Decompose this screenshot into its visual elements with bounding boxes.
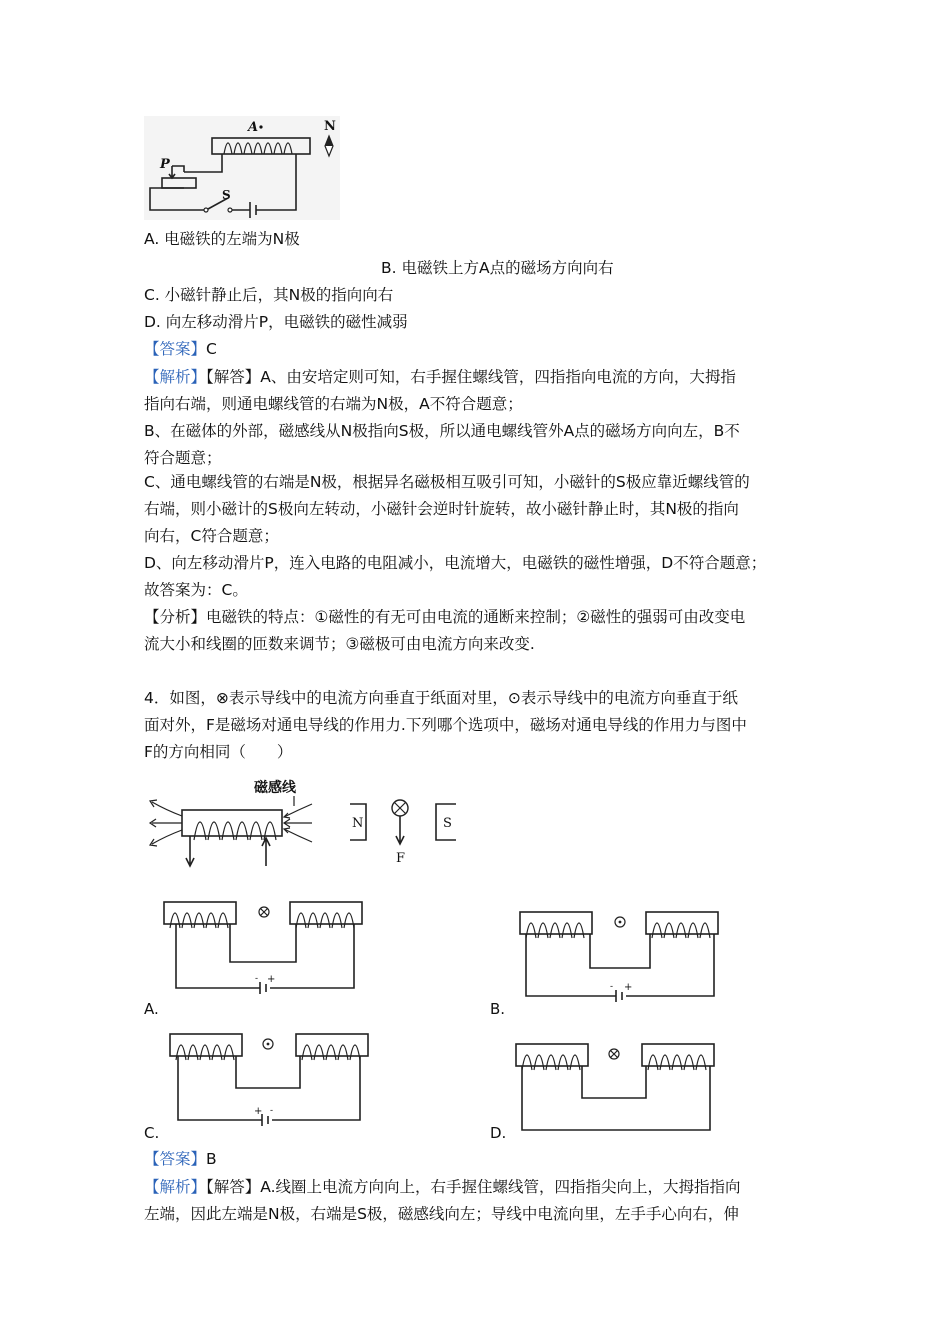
q4-analysis-text: 【解答】A.线圈上电流方向向上，右手握住螺线管，四指指尖向上，大拇指指向 — [206, 1178, 741, 1196]
q3-analysis-line-1: 指向右端，则通电螺线管的右端为N极，A不符合题意； — [144, 395, 523, 413]
q4-analysis-line-0 — [144, 1177, 741, 1197]
q4-option-C-label: C. — [144, 1124, 160, 1142]
q4-ref-current-up — [262, 838, 270, 866]
q4-C-battery — [262, 1114, 268, 1126]
q3-circuit-figure — [144, 116, 344, 220]
q4-ref-current-down — [186, 836, 194, 866]
q3-slider-P-label: P — [160, 157, 170, 172]
q4-field-lines-label: 磁感线 — [254, 780, 296, 796]
q4-ref-field-lines-right — [284, 804, 312, 842]
q4-analysis-tag: 【解析】 — [144, 1178, 207, 1196]
q4-ref-force-label: F — [396, 851, 406, 866]
q3-analysis-line-4: C、通电螺线管的右端是N极，根据异名磁极相互吸引可知，小磁针的S极应靠近螺线管的 — [144, 473, 750, 491]
q4-analysis-line-1: 左端，因此左端是N极，右端是S极，磁感线向左；导线中电流向里，左手手心向右，伸 — [144, 1205, 739, 1223]
q3-analysis-line-5: 右端，则小磁计的S极向左转动，小磁针会逆时针旋转，故小磁针静止时，其N极的指向 — [144, 500, 739, 518]
q3-analysis-text: 【解答】A、由安培定则可知，右手握住螺线管，四指指向电流的方向，大拇指 — [206, 368, 736, 386]
q4-answer-tag: 【答案】 — [144, 1150, 207, 1168]
q3-answer-value: C — [206, 340, 217, 358]
q3-option-C: C. 小磁针静止后，其N极的指向向右 — [144, 286, 394, 304]
q4-option-A-figure — [160, 896, 370, 1000]
q3-answer — [144, 339, 217, 359]
q4-ref-magnet-S-label: S — [443, 816, 452, 831]
q4-option-D-figure — [512, 1038, 722, 1138]
q3-switch-S-label: S — [222, 188, 231, 202]
q4-option-D-label: D. — [490, 1124, 507, 1142]
q3-point-A-label: A — [248, 120, 259, 135]
svg-text:-: - — [270, 1106, 274, 1116]
svg-text:-: - — [610, 982, 614, 992]
q4-stem-line-1: 面对外，F是磁场对通电导线的作用力.下列哪个选项中，磁场对通电导线的作用力与图中 — [144, 716, 747, 734]
svg-text:-: - — [255, 974, 259, 984]
q4-answer-value: B — [206, 1150, 217, 1168]
q4-B-battery — [616, 990, 622, 1002]
q4-ref-solenoid-coils — [194, 822, 276, 840]
q3-figure-background — [144, 116, 340, 220]
q3-analysis-line-8: 故答案为：C。 — [144, 581, 248, 599]
q4-option-B-figure — [516, 906, 726, 1010]
svg-text:+: + — [267, 974, 276, 985]
q3-option-A: A. 电磁铁的左端为N极 — [144, 230, 300, 248]
q4-option-C-figure — [166, 1028, 376, 1132]
q3-summary-line-0: 【分析】电磁铁的特点：①磁性的有无可由电流的通断来控制；②磁性的强弱可由改变电 — [144, 608, 746, 626]
q4-reference-figure — [144, 774, 464, 874]
q3-option-B: B. 电磁铁上方A点的磁场方向向右 — [381, 259, 614, 277]
q4-ref-magnet-N-label: N — [352, 816, 364, 831]
q3-option-D: D. 向左移动滑片P，电磁铁的磁性减弱 — [144, 313, 408, 331]
svg-text:+: + — [254, 1106, 263, 1117]
q3-analysis-line-6: 向右，C符合题意； — [144, 527, 279, 545]
q4-ref-field-lines-left — [150, 800, 182, 846]
q3-analysis-line-3: 符合题意； — [144, 449, 222, 467]
q3-point-A-dot — [259, 125, 262, 128]
q3-answer-tag: 【答案】 — [144, 340, 207, 358]
q3-analysis-line-2: B、在磁体的外部，磁感线从N极指向S极，所以通电螺线管外A点的磁场方向向左，B不 — [144, 422, 740, 440]
q4-option-A-label: A. — [144, 1000, 159, 1018]
q3-analysis-line-0 — [144, 367, 736, 387]
q4-stem-line-2: F的方向相同（ ） — [144, 743, 293, 761]
q3-analysis-tag: 【解析】 — [144, 368, 207, 386]
q3-compass-N-label: N — [324, 119, 336, 134]
q4-option-B-label: B. — [490, 1000, 506, 1018]
q4-A-battery — [260, 982, 266, 994]
q3-summary-line-1: 流大小和线圈的匝数来调节；③磁极可由电流方向来改变. — [144, 635, 535, 653]
q3-analysis-line-7: D、向左移动滑片P，连入电路的电阻减小，电流增大，电磁铁的磁性增强，D不符合题意； — [144, 554, 767, 572]
svg-text:+: + — [624, 982, 633, 993]
q4-answer — [144, 1149, 217, 1169]
q4-stem-line-0: 4．如图，⊗表示导线中的电流方向垂直于纸面对里，⊙表示导线中的电流方向垂直于纸 — [144, 689, 738, 707]
q4-ref-force-arrow — [396, 816, 404, 844]
